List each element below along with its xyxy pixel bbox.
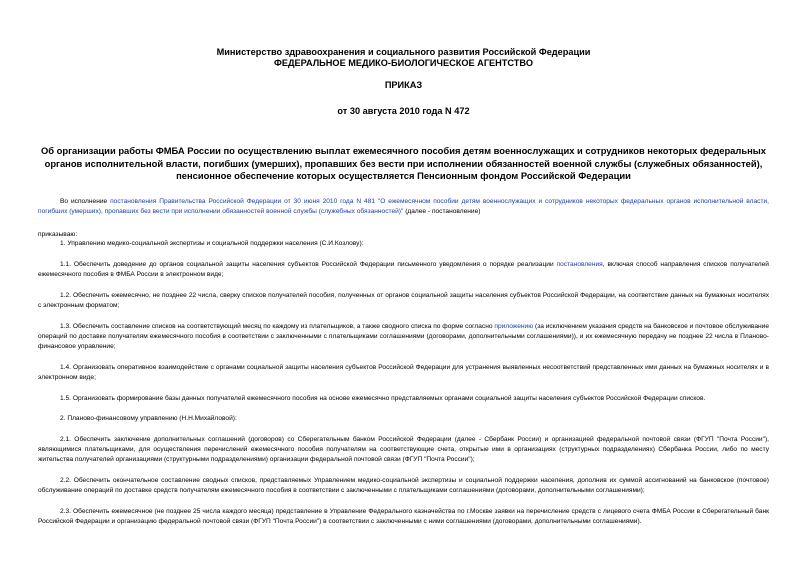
item-1-1-text-a: 1.1. Обеспечить доведение до органов социальной защиты населения субъектов Российской Федерации письменного уведомления о порядке реализации bbox=[60, 261, 557, 268]
preamble-tail: (далее - постановление) bbox=[403, 208, 481, 215]
order-word: приказываю: bbox=[38, 231, 78, 238]
document-type: ПРИКАЗ bbox=[384, 80, 423, 90]
postanovlenie-link[interactable]: постановления bbox=[556, 261, 603, 268]
item-2-2: 2.2. Обеспечить окончательное составление сводных списков, представляемых Управлением медико-социальной экспертизы и социальной поддержки населения, дополнив их суммой ассигнований на банковское (почтовое) обслуживание операций по доставке средств получателям ежемесячного пособия в соответствии с заключенными с плательщиками соглашениями (договорами, дополнительными соглашениями); bbox=[38, 477, 769, 494]
item-1-3-text-a: 1.3. Обеспечить составление списков на соответствующий месяц по каждому из плательщиков, а также сводного списка по форме согласно bbox=[60, 323, 495, 330]
preamble-lead: Во исполнение bbox=[60, 198, 111, 205]
item-1-1-text-b: , включая способ направления списков получателей ежемесячного пособия в ФМБА России в электронном виде; bbox=[38, 261, 769, 278]
item-1-2: 1.2. Обеспечить ежемесячно, не позднее 22 числа, сверку списков получателей пособия, полученных от органов социальной защиты населения субъектов Российской Федерации, на соответствие данных на бумажных носителях с электронным форматом; bbox=[38, 292, 769, 309]
preamble-paragraph bbox=[38, 197, 769, 217]
item-2-3: 2.3. Обеспечить ежемесячное (не позднее 25 числа каждого месяца) представление в Управление Федерального казначейства по г.Москве заявки на перечисление средств с лицевого счета ФМБА России в Сберегательный банк Российской Федерации и организацию федеральной почтовой связи (ФГУП "Почта России") в соответствии с заключенными с ними соглашениями (договорами, дополнительными соглашениями). bbox=[38, 508, 769, 525]
item-1-1 bbox=[38, 260, 769, 280]
item-1: 1. Управлению медико-социальной экспертизы и социальной поддержки населения (С.И.Козлову): bbox=[60, 240, 364, 247]
item-1-5: 1.5. Организовать формирование базы данных получателей ежемесячного пособия на основе ежемесячно представляемых органами социальной защиты населения субъектов Российской Федерации списков. bbox=[60, 395, 706, 402]
item-2: 2. Планово-финансовому управлению (Н.Н.Михайловой): bbox=[60, 415, 237, 422]
agency-name: ФЕДЕРАЛЬНОЕ МЕДИКО-БИОЛОГИЧЕСКОЕ АГЕНТСТВО bbox=[274, 58, 533, 68]
document-date-number: от 30 августа 2010 года N 472 bbox=[337, 106, 470, 116]
item-1-4: 1.4. Организовать оперативное взаимодействие с органами социальной защиты населения субъектов Российской Федерации для устранения выявленных несоответствий представленных ими данных на бумажных носителях и в электронном виде; bbox=[38, 364, 769, 381]
item-2-1: 2.1. Обеспечить заключение дополнительных соглашений (договоров) со Сберегательным банком Российской Федерации (далее - Сбербанк России) и организацией федеральной почтовой связи (ФГУП "Почта России"), являющимися плательщиками, для осуществления перечислений ежемесячного пособия получателям на соответствующие счета, открытые ими в организациях (структурных подразделениях) Сбербанка России, либо по месту жительства получателей организациями (структурными подразделениями) организации федеральной почтовой связи (ФГУП "Почта России"); bbox=[38, 436, 769, 463]
resolution-link[interactable]: постановления Правительства Российской Федерации от 30 июня 2010 года N 481 "О ежемесячном пособии детям военнослужащих и сотрудников некоторых федеральных органов исполнительной власти, погибших (умерших), пропавших без вести при исполнении обязанностей военной службы (служебных обязанностей)" bbox=[38, 198, 769, 215]
item-1-3 bbox=[38, 322, 769, 352]
document-title: Об организации работы ФМБА России по осуществлению выплат ежемесячного пособия детям военнослужащих и сотрудников некоторых федеральных органов исполнительной власти, погибших (умерших), пропавших без вести при исполнении обязанностей военной службы (служебных обязанностей), пенсионное обеспечение которых осуществляется Пенсионным фондом Российской Федерации bbox=[40, 145, 766, 181]
ministry-name: Министерство здравоохранения и социального развития Российской Федерации bbox=[216, 47, 591, 57]
item-1-3-text-b: (за исключением указания средств на банковское и почтовое обслуживание операций по доставке получателям ежемесячного пособия в соответствии с заключенными с плательщиками соглашениями (договорами, дополнительными соглашениями)), и их ежемесячную передачу не позднее 22 числа в Планово-финансовое управление; bbox=[38, 323, 769, 350]
appendix-link[interactable]: приложению bbox=[494, 323, 534, 330]
